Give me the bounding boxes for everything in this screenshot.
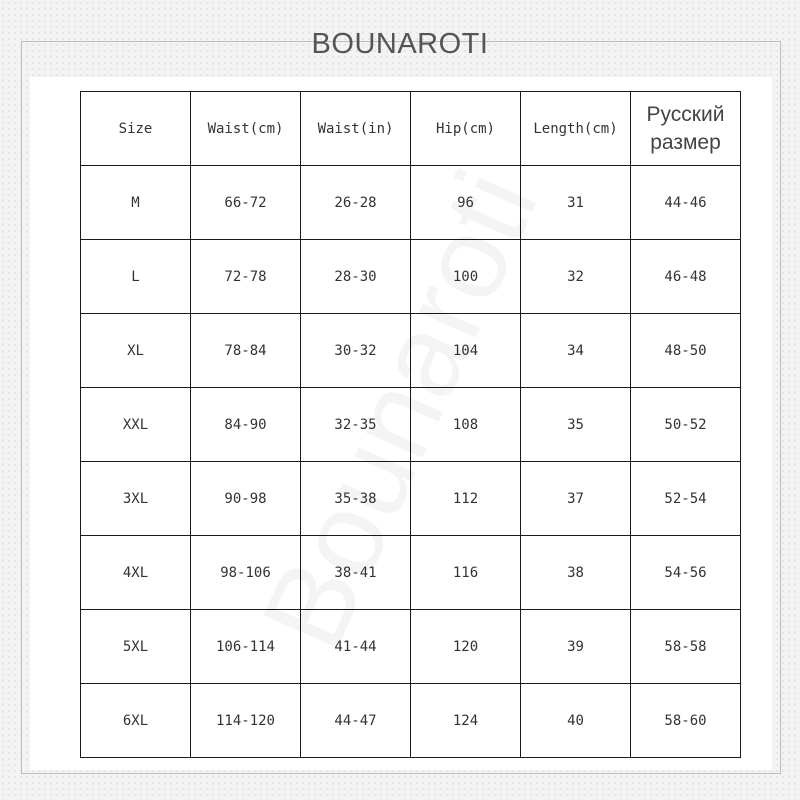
- cell-russian-size: 52-54: [631, 462, 741, 536]
- header-russian-size: [631, 92, 741, 166]
- header-russian-size-line1: Русский: [646, 102, 725, 126]
- header-size: Size: [81, 92, 191, 166]
- cell-russian-size: 48-50: [631, 314, 741, 388]
- cell-waist-in: 38-41: [301, 536, 411, 610]
- cell-waist-cm: 84-90: [191, 388, 301, 462]
- cell-size: XL: [81, 314, 191, 388]
- cell-waist-in: 44-47: [301, 684, 411, 758]
- cell-length-cm: 35: [521, 388, 631, 462]
- cell-russian-size: 46-48: [631, 240, 741, 314]
- brand-title: BOUNAROTI: [311, 28, 489, 60]
- cell-waist-cm: 114-120: [191, 684, 301, 758]
- table-row: [81, 240, 741, 314]
- header-waist-cm: Waist(cm): [191, 92, 301, 166]
- cell-hip-cm: 124: [411, 684, 521, 758]
- cell-hip-cm: 108: [411, 388, 521, 462]
- header-row: [81, 92, 741, 166]
- header-russian-size-line2: размер: [650, 130, 721, 154]
- cell-waist-cm: 90-98: [191, 462, 301, 536]
- cell-hip-cm: 104: [411, 314, 521, 388]
- cell-russian-size: 58-58: [631, 610, 741, 684]
- cell-waist-cm: 78-84: [191, 314, 301, 388]
- cell-waist-in: 28-30: [301, 240, 411, 314]
- cell-waist-cm: 72-78: [191, 240, 301, 314]
- cell-hip-cm: 116: [411, 536, 521, 610]
- cell-hip-cm: 112: [411, 462, 521, 536]
- cell-length-cm: 37: [521, 462, 631, 536]
- cell-hip-cm: 100: [411, 240, 521, 314]
- cell-size: XXL: [81, 388, 191, 462]
- header-waist-in: Waist(in): [301, 92, 411, 166]
- cell-length-cm: 31: [521, 166, 631, 240]
- cell-length-cm: 40: [521, 684, 631, 758]
- cell-russian-size: 58-60: [631, 684, 741, 758]
- cell-waist-in: 35-38: [301, 462, 411, 536]
- cell-size: 3XL: [81, 462, 191, 536]
- header-hip-cm: Hip(cm): [411, 92, 521, 166]
- table-row: [81, 462, 741, 536]
- cell-waist-cm: 98-106: [191, 536, 301, 610]
- table-row: [81, 166, 741, 240]
- size-chart-table: [80, 91, 741, 758]
- table-row: [81, 610, 741, 684]
- cell-size: L: [81, 240, 191, 314]
- table-row: [81, 314, 741, 388]
- cell-size: M: [81, 166, 191, 240]
- cell-waist-in: 41-44: [301, 610, 411, 684]
- cell-waist-in: 32-35: [301, 388, 411, 462]
- cell-hip-cm: 120: [411, 610, 521, 684]
- cell-russian-size: 44-46: [631, 166, 741, 240]
- cell-size: 5XL: [81, 610, 191, 684]
- cell-waist-cm: 66-72: [191, 166, 301, 240]
- table-row: [81, 388, 741, 462]
- cell-length-cm: 34: [521, 314, 631, 388]
- cell-length-cm: 38: [521, 536, 631, 610]
- cell-waist-in: 26-28: [301, 166, 411, 240]
- cell-size: 4XL: [81, 536, 191, 610]
- table-row: [81, 536, 741, 610]
- header-length-cm: Length(cm): [521, 92, 631, 166]
- cell-waist-in: 30-32: [301, 314, 411, 388]
- cell-hip-cm: 96: [411, 166, 521, 240]
- table-row: [81, 684, 741, 758]
- table-body: [81, 166, 741, 758]
- cell-russian-size: 50-52: [631, 388, 741, 462]
- cell-length-cm: 39: [521, 610, 631, 684]
- cell-size: 6XL: [81, 684, 191, 758]
- cell-russian-size: 54-56: [631, 536, 741, 610]
- cell-length-cm: 32: [521, 240, 631, 314]
- cell-waist-cm: 106-114: [191, 610, 301, 684]
